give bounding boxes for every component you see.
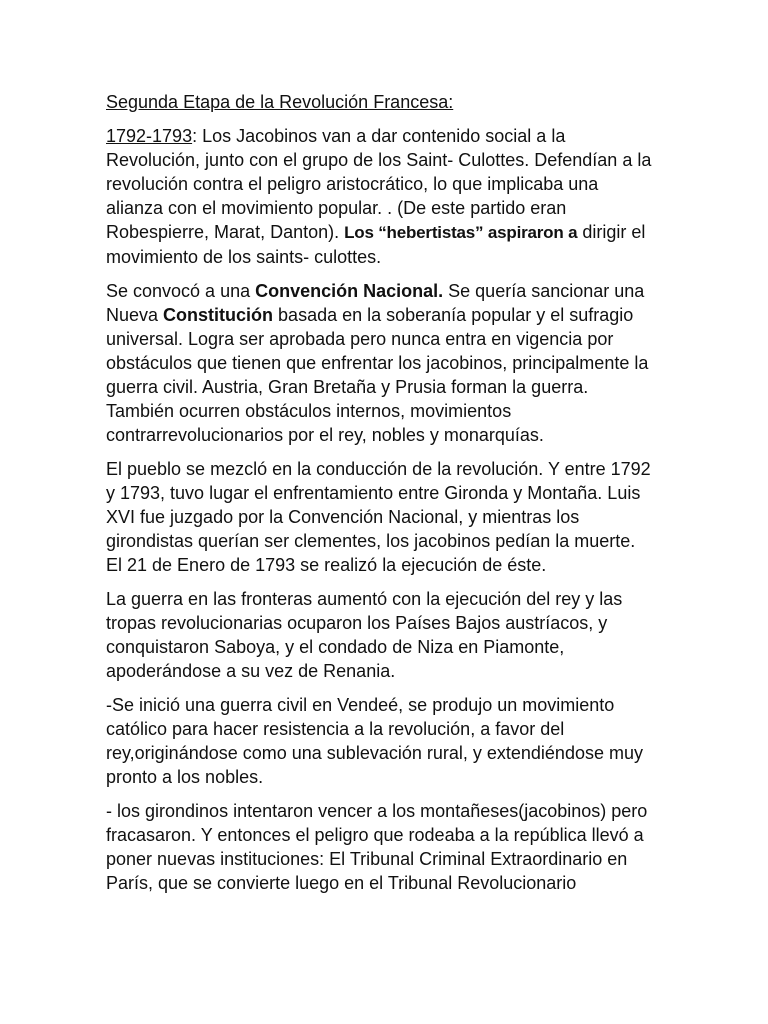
paragraph-2 <box>106 279 654 447</box>
paragraph-5: -Se inició una guerra civil en Vendeé, se produjo un movimiento católico para hacer resistencia a la revolución, a favor del rey,originándose como una sublevación rural, y extendiéndose muy pronto a los nobles. <box>106 695 643 787</box>
paragraph-1-bold: Los “hebertistas” aspiraron a <box>344 223 578 242</box>
paragraph-2-bold-2: Constitución <box>163 305 274 325</box>
paragraph-2-text-2: Se quería sancionar una Nueva <box>106 281 645 325</box>
paragraph-1-text-2: dirigir el movimiento de los saints- culottes. <box>106 222 646 267</box>
document-title: Segunda Etapa de la Revolución Francesa: <box>106 92 454 112</box>
paragraph-1-text-1: : Los Jacobinos van a dar contenido social a la Revolución, junto con el grupo de los Saint- Culottes. Defendían a la revolución contra el peligro aristocrático, lo que implicaba una alianza con el movimiento popular. . (De este partido eran Robespierre, Marat, Danton). <box>106 126 652 242</box>
paragraph-2-text-1: Se convocó a una <box>106 281 256 301</box>
document-page <box>106 90 654 905</box>
paragraph-2-bold-1: Convención Nacional. <box>255 281 444 301</box>
paragraph-2-text-3: basada en la soberanía popular y el sufragio universal. Logra ser aprobada pero nunca entra en vigencia por obstáculos que tienen que enfrentar los jacobinos, principalmente la guerra civil. Austria, Gran Bretaña y Prusia forman la guerra. También ocurren obstáculos internos, movimientos contrarrevolucionarios por el rey, nobles y monarquías. <box>106 305 649 445</box>
date-range: 1792-1793 <box>106 126 193 146</box>
paragraph-4: La guerra en las fronteras aumentó con la ejecución del rey y las tropas revolucionarias ocuparon los Países Bajos austríacos, y conquistaron Saboya, y el condado de Niza en Piamonte, apoderándose a su vez de Renania. <box>106 589 623 681</box>
paragraph-6: - los girondinos intentaron vencer a los montañeses(jacobinos) pero fracasaron. Y entonces el peligro que rodeaba a la república llevó a poner nuevas instituciones: El Tribunal Criminal Extraordinario en París, que se convierte luego en el Tribunal Revolucionario <box>106 801 648 893</box>
paragraph-1 <box>106 124 654 269</box>
paragraph-3: El pueblo se mezcló en la conducción de la revolución. Y entre 1792 y 1793, tuvo lugar el enfrentamiento entre Gironda y Montaña. Luis XVI fue juzgado por la Convención Nacional, y mientras los girondistas querían ser clementes, los jacobinos pedían la muerte. El 21 de Enero de 1793 se realizó la ejecución de éste. <box>106 459 651 575</box>
